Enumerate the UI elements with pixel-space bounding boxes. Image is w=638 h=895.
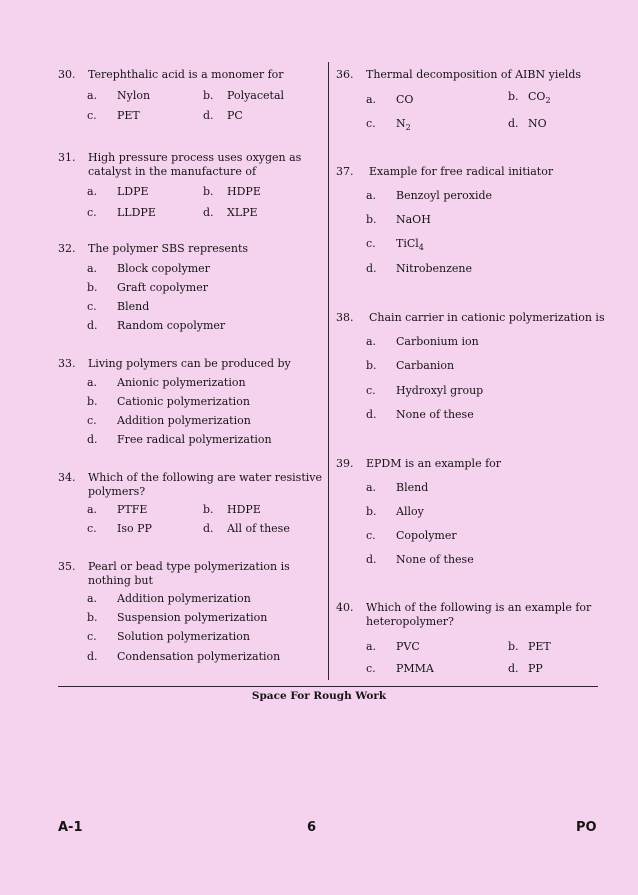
rough-work-divider bbox=[58, 686, 598, 687]
question-text: Terephthalic acid is a monomer for bbox=[88, 68, 284, 81]
question-number: 33. bbox=[58, 357, 76, 370]
question-number: 30. bbox=[58, 68, 76, 81]
question-text: Pearl or bead type polymerization is nothing but bbox=[88, 560, 290, 587]
question-text: The polymer SBS represents bbox=[88, 242, 249, 255]
question-text: Thermal decomposition of AIBN yields bbox=[366, 68, 582, 81]
question-number: 40. bbox=[336, 601, 354, 614]
question-text: Living polymers can be produced by bbox=[88, 357, 291, 370]
question-text: Which of the following is an example for heteropolymer? bbox=[366, 601, 592, 628]
question-text: EPDM is an example for bbox=[366, 457, 502, 470]
question-number: 37. bbox=[336, 165, 354, 178]
question-text: High pressure process uses oxygen as catalyst in the manufacture of bbox=[88, 151, 302, 178]
question-text: Chain carrier in cationic polymerization is bbox=[369, 311, 605, 324]
question-text: Example for free radical initiator bbox=[369, 165, 554, 178]
question-number: 38. bbox=[336, 311, 354, 324]
question-number: 35. bbox=[58, 560, 76, 573]
question-number: 34. bbox=[58, 471, 76, 484]
footer-code: A-1 bbox=[58, 820, 83, 835]
question-number: 31. bbox=[58, 151, 76, 164]
question-number: 36. bbox=[336, 68, 354, 81]
question-number: 39. bbox=[336, 457, 354, 470]
question-text: Which of the following are water resistive polymers? bbox=[88, 471, 322, 498]
column-divider bbox=[328, 62, 329, 680]
question-number: 32. bbox=[58, 242, 76, 255]
page-number: 6 bbox=[307, 820, 317, 835]
footer-po: PO bbox=[576, 820, 597, 835]
rough-work-label: Space For Rough Work bbox=[251, 690, 387, 702]
